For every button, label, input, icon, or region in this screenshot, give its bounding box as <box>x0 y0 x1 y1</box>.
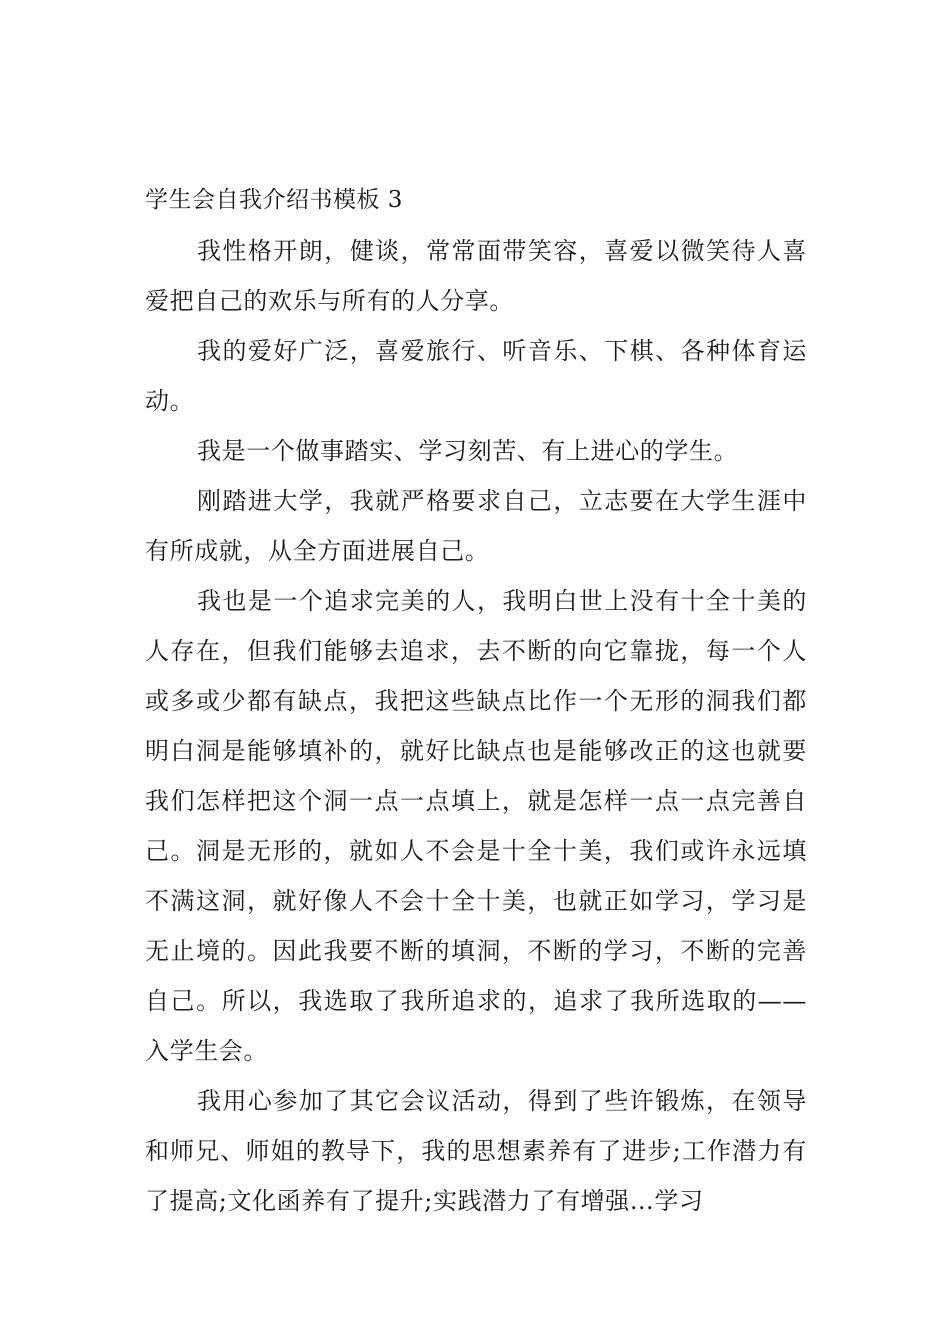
paragraph-university-goals: 刚踏进大学，我就严格要求自己，立志要在大学生涯中有所成就，从全方面进展自己。 <box>145 487 807 565</box>
paragraph-perfection: 我也是一个追求完美的人，我明白世上没有十全十美的人存在，但我们能够去追求，去不断的向它靠拢，每一个人或多或少都有缺点，我把这些缺点比作一个无形的洞我们都明白洞是能够填补的，就好比缺点也是能够改正的这也就要我们怎样把这个洞一点一点填上，就是怎样一点一点完善自己。洞是无形的，就如人不会是十全十美，我们或许永远填不满这洞，就好像人不会十全十美，也就正如学习，学习是无止境的。因此我要不断的填洞，不断的学习，不断的完善自己。所以，我选取了我所追求的，追求了我所选取的——入学生会。 <box>145 587 807 1065</box>
paragraph-personality: 我性格开朗，健谈，常常面带笑容，喜爱以微笑待人喜爱把自己的欢乐与所有的人分享。 <box>145 237 807 315</box>
document-title: 学生会自我介绍书模板 3 <box>145 187 403 213</box>
paragraph-hobbies: 我的爱好广泛，喜爱旅行、听音乐、下棋、各种体育运动。 <box>145 337 807 415</box>
paragraph-diligence: 我是一个做事踏实、学习刻苦、有上进心的学生。 <box>197 437 739 465</box>
paragraph-activities: 我用心参加了其它会议活动，得到了些许锻炼，在领导和师兄、师姐的教导下，我的思想素养有了进步;工作潜力有了提高;文化函养有了提升;实践潜力了有增强…学习 <box>145 1087 807 1215</box>
document-body <box>145 178 807 1226</box>
